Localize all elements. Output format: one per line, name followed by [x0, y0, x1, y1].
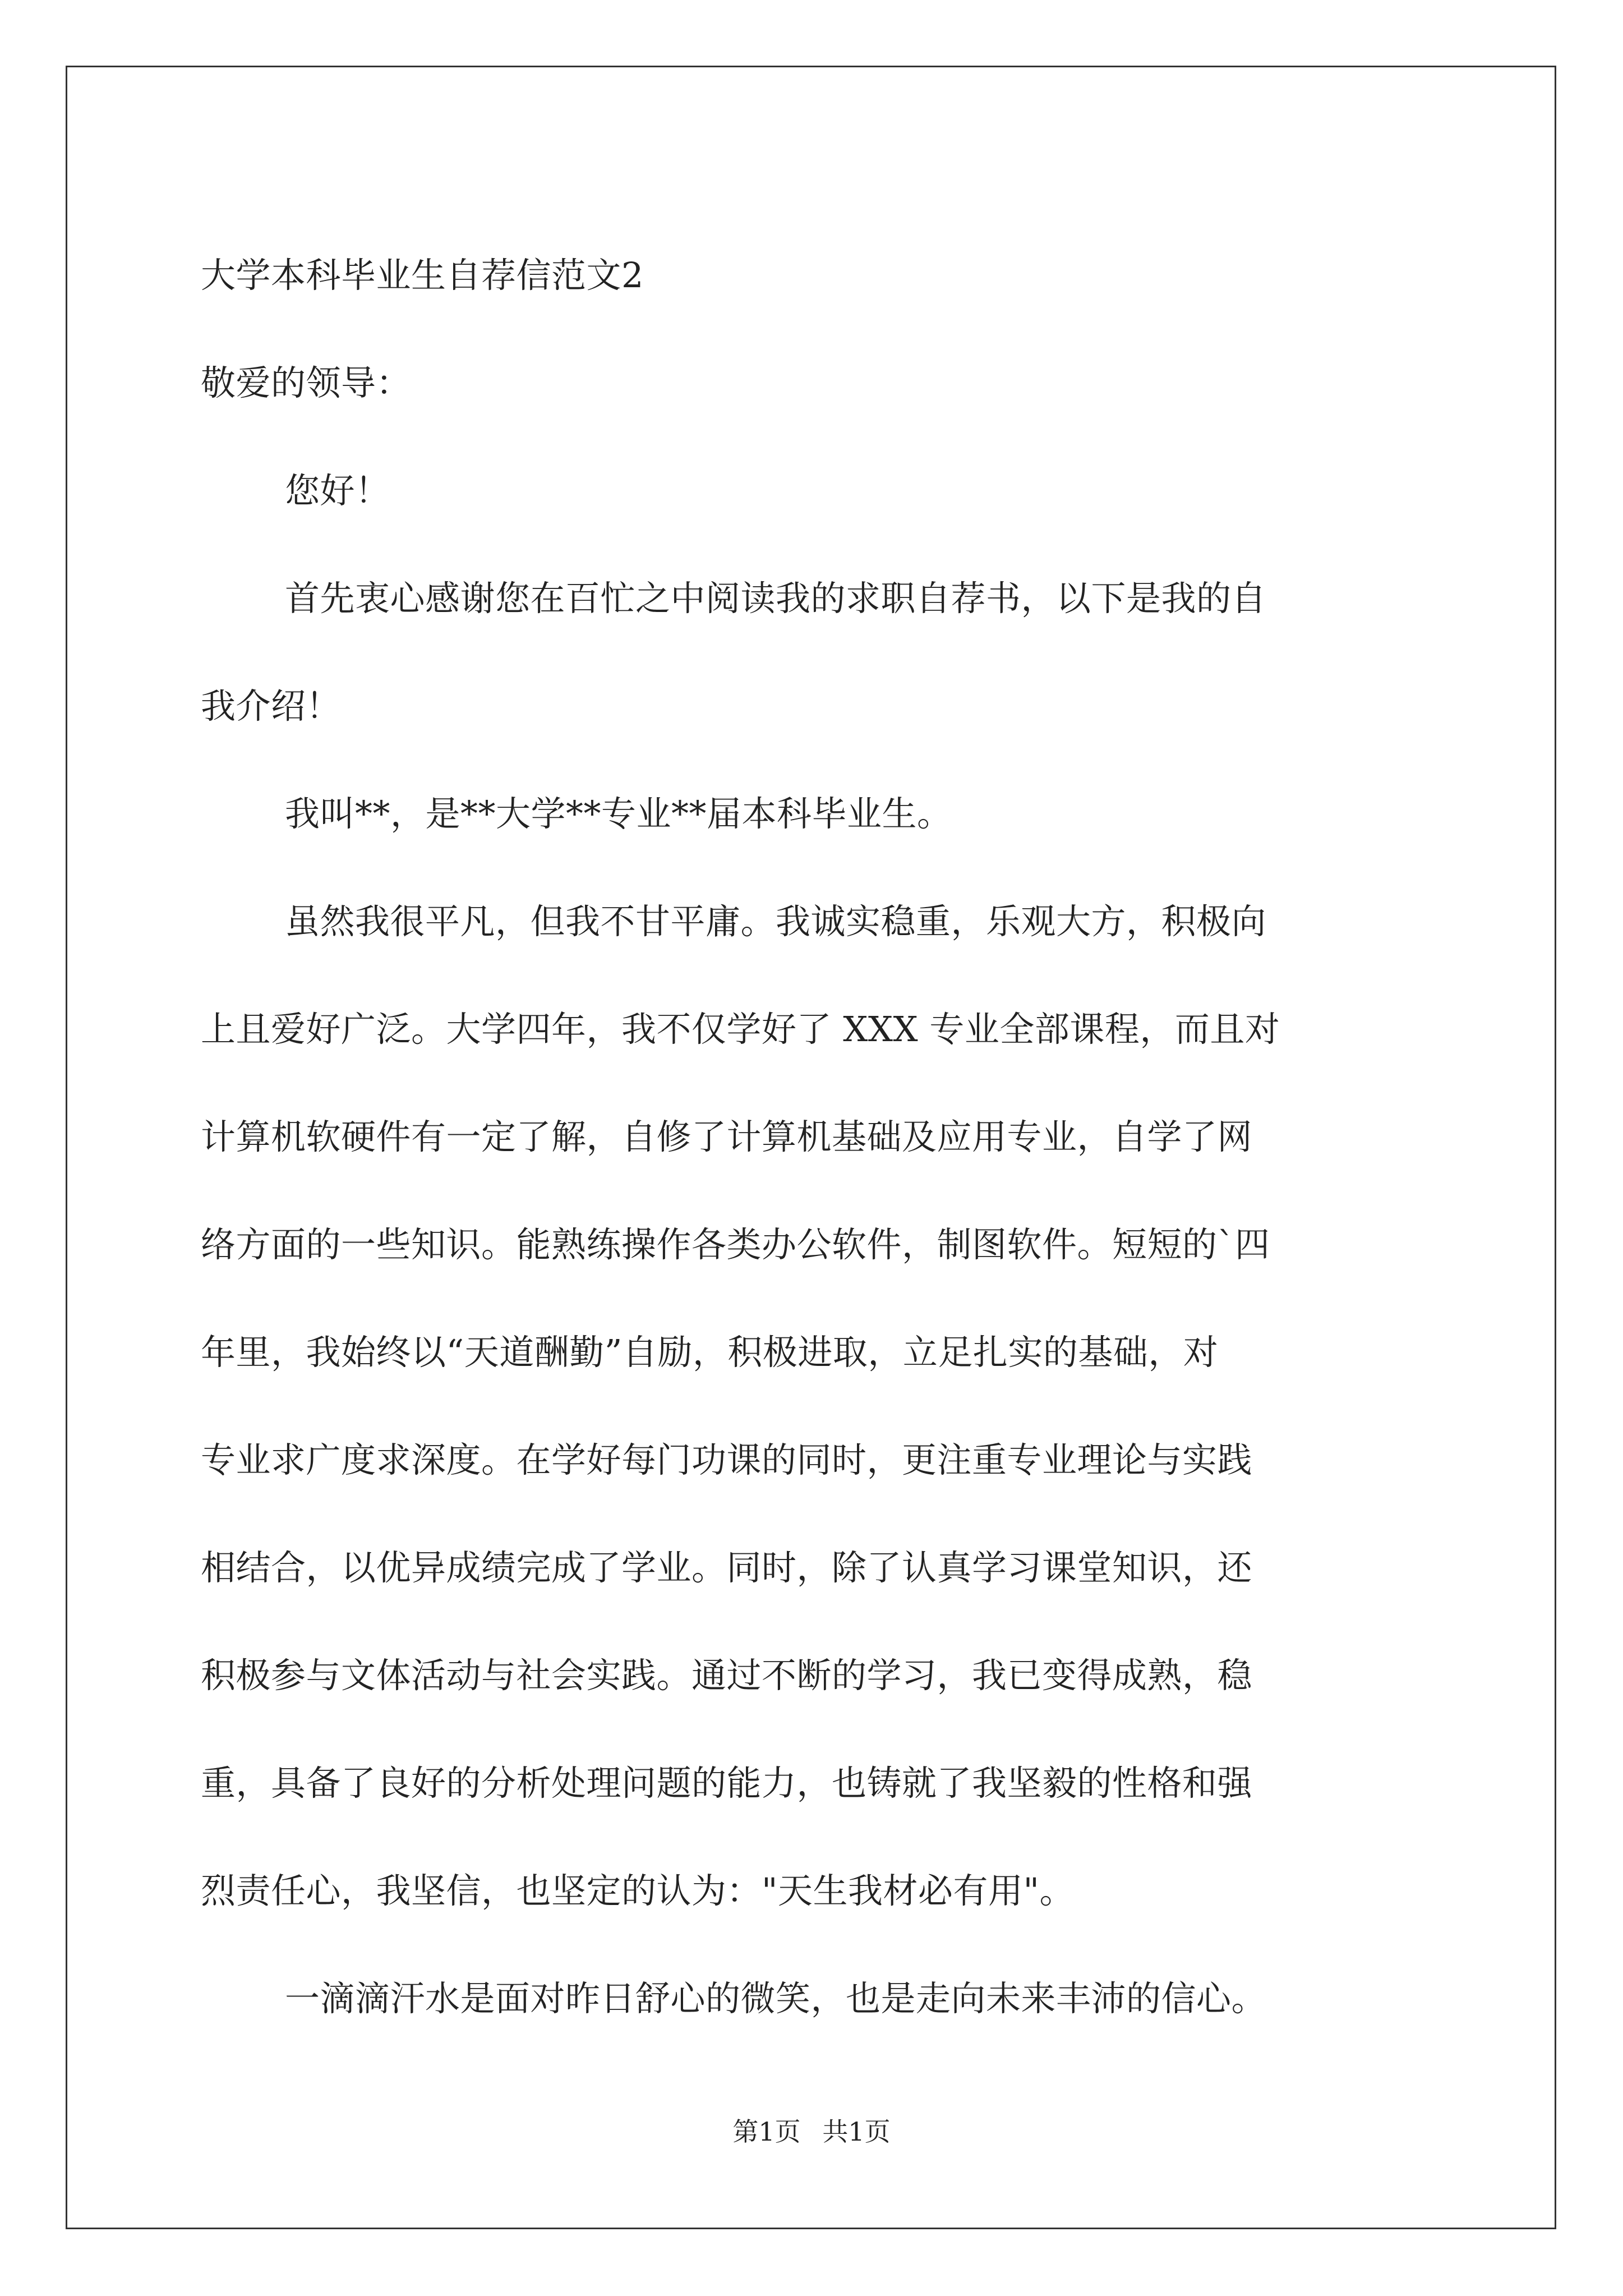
salutation: 敬爱的领导： [201, 362, 412, 403]
page-total: 共1页 [822, 2116, 891, 2147]
paragraph-line: 络方面的一些知识。能熟练操作各类办公软件，制图软件。短短的`四 [201, 1224, 1270, 1265]
paragraph-line: 重，具备了良好的分析处理问题的能力，也铸就了我坚毅的性格和强 [201, 1763, 1253, 1803]
paragraph-line: 专业求广度求深度。在学好每门功课的同时，更注重专业理论与实践 [201, 1439, 1253, 1480]
paragraph-line: 积极参与文体活动与社会实践。通过不断的学习，我已变得成熟，稳 [201, 1655, 1253, 1696]
paragraph-line: 上且爱好广泛。大学四年，我不仅学好了 XXX 专业全部课程，而且对 [201, 1009, 1280, 1050]
page-number: 第1页 [732, 2116, 801, 2147]
page-footer [0, 2115, 1623, 2148]
document-body [201, 222, 1429, 2053]
document-title: 大学本科毕业生自荐信范文2 [201, 255, 644, 296]
paragraph-line: 一滴滴汗水是面对昨日舒心的微笑，也是走向未来丰沛的信心。 [285, 1978, 1267, 2019]
paragraph-line: 首先衷心感谢您在百忙之中阅读我的求职自荐书，以下是我的自 [285, 578, 1267, 619]
paragraph-line: 虽然我很平凡，但我不甘平庸。我诚实稳重，乐观大方，积极向 [285, 901, 1267, 942]
paragraph-line: 计算机软硬件有一定了解，自修了计算机基础及应用专业，自学了网 [201, 1116, 1253, 1157]
paragraph-line: 我介绍！ [201, 685, 342, 726]
greeting: 您好！ [285, 470, 390, 511]
paragraph-line: 我叫**，是**大学**专业**届本科毕业生。 [285, 793, 952, 834]
paragraph-line: 相结合，以优异成绩完成了学业。同时，除了认真学习课堂知识，还 [201, 1547, 1253, 1588]
paragraph-line: 烈责任心，我坚信，也坚定的认为："天生我材必有用"。 [201, 1870, 1075, 1911]
paragraph-line: 年里，我始终以“天道酬勤”自励，积极进取，立足扎实的基础，对 [201, 1332, 1219, 1373]
